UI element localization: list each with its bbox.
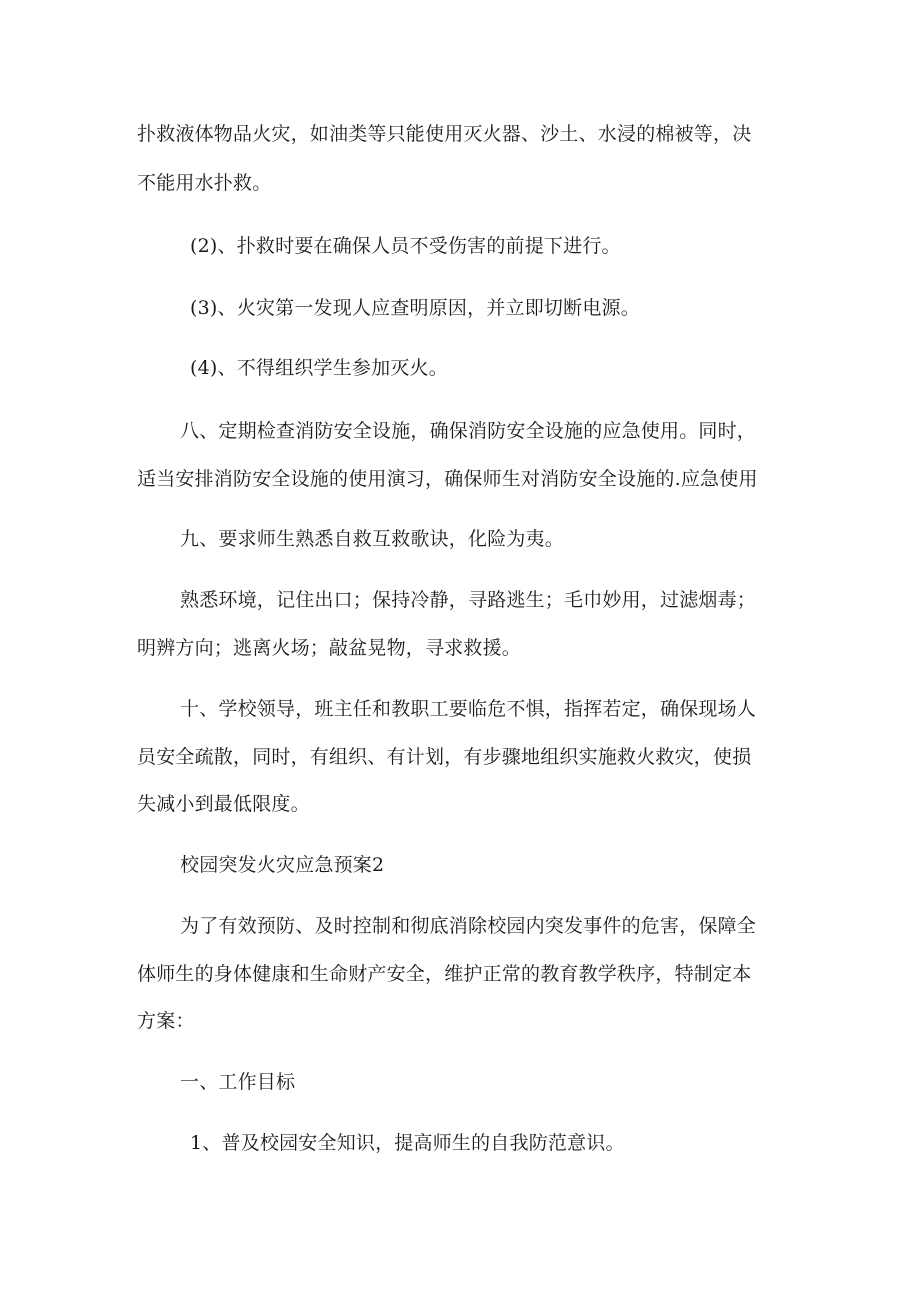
- paragraph-line: 适当安排消防安全设施的使用演习，确保师生对消防安全设施的.应急使用: [137, 468, 758, 490]
- paragraph-line: (4)、不得组织学生参加灭火。: [190, 357, 448, 379]
- paragraph-line: 九、要求师生熟悉自救互救歌诀，化险为夷。: [180, 528, 565, 550]
- paragraph-line: (2)、扑救时要在确保人员不受伤害的前提下进行。: [190, 235, 621, 257]
- section-heading: 一、工作目标: [180, 1071, 296, 1093]
- paragraph-line: 扑救液体物品火灾，如油类等只能使用灭火器、沙土、水浸的棉被等，决: [137, 123, 752, 145]
- paragraph-line: 熟悉环境，记住出口；保持冷静，寻路逃生；毛巾妙用，过滤烟毒；: [180, 589, 757, 611]
- paragraph-line: (3)、火灾第一发现人应查明原因，并立即切断电源。: [190, 297, 640, 319]
- paragraph-line: 员安全疏散，同时，有组织、有计划，有步骤地组织实施救火救灾，使损: [137, 746, 752, 768]
- paragraph-line: 失减小到最低限度。: [137, 793, 310, 815]
- section-heading: 校园突发火灾应急预案2: [180, 854, 385, 876]
- paragraph-line: 为了有效预防、及时控制和彻底消除校园内突发事件的危害，保障全: [180, 915, 757, 937]
- paragraph-line: 不能用水扑救。: [137, 172, 272, 194]
- paragraph-line: 方案：: [137, 1010, 195, 1032]
- paragraph-line: 体师生的身体健康和生命财产安全，维护正常的教育教学秩序，特制定本: [137, 963, 752, 985]
- paragraph-line: 明辨方向；逃离火场；敲盆晃物，寻求救援。: [137, 637, 522, 659]
- paragraph-line: 1、普及校园安全知识，提高师生的自我防范意识。: [190, 1132, 625, 1154]
- paragraph-line: 八、定期检查消防安全设施，确保消防安全设施的应急使用。同时，: [180, 420, 757, 442]
- paragraph-line: 十、学校领导，班主任和教职工要临危不惧，指挥若定，确保现场人: [180, 698, 757, 720]
